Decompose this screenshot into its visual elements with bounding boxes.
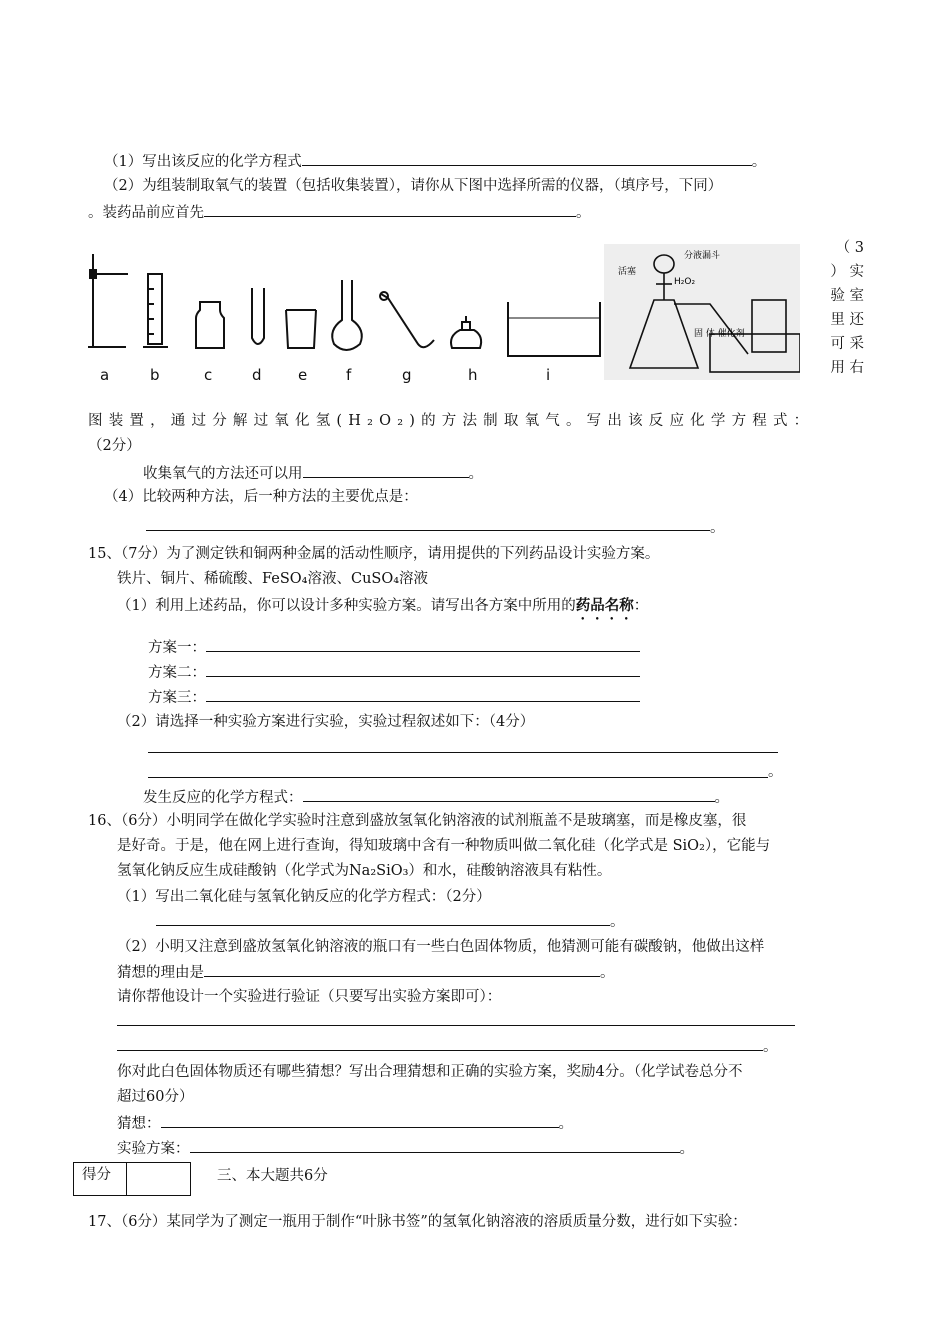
score-input[interactable] [128,1163,190,1195]
answer-blank[interactable] [190,1137,680,1153]
answer-line[interactable] [117,1025,795,1026]
answer-line[interactable] [148,752,778,753]
apparatus-drawing [88,244,800,384]
q16-bonus-line2: 超过60分） [117,1089,194,1105]
answer-blank[interactable] [302,150,752,166]
section3-title: 三、本大题共6分 [217,1168,328,1184]
plan-two: 方案二： [148,661,640,683]
q15-reagents: 铁片、铜片、稀硫酸、FeSO₄溶液、CuSO₄溶液 [117,571,429,587]
q14-part1: （1）写出该反应的化学方程式 。 [104,150,766,172]
figure-label-c: c [204,366,213,384]
q16-part2-line2: 猜想的理由是 。 [117,961,615,983]
figure-label-f: f [346,366,352,384]
q16-line1: 16、（6分）小明同学在做化学实验时注意到盛放氢氧化钠溶液的试剂瓶盖不是玻璃塞，而是橡皮塞，很 [88,813,747,829]
figure-label-b: b [150,366,160,384]
answer-blank[interactable] [303,462,469,478]
label-funnel: 分液漏斗 [684,251,721,261]
answer-line[interactable] [117,1050,763,1051]
q17-line1: 17、（6分）某同学为了测定一瓶用于制作“叶脉书签”的氢氧化钠溶液的溶质质量分数，进行如下实验： [88,1214,747,1230]
figure-label-a: a [100,366,110,384]
q15-title: 15、（7分）为了测定铁和铜两种金属的活动性顺序，请用提供的下列药品设计实验方案。 [88,546,660,562]
apparatus-figure [88,244,800,384]
answer-blank[interactable] [204,201,576,217]
q15-equation: 发生反应的化学方程式： 。 [143,786,729,808]
label-h2o2: H₂O₂ [674,277,696,287]
q14-part3-side-text: （ 3 ） 实 验 室 里 还 可 采 用 右 [830,240,864,376]
emphasis-text: 药品名称 [575,597,634,614]
q16-part2-line1: （2）小明又注意到盛放氢氧化钠溶液的瓶口有一些白色固体物质，他猜测可能有碳酸钠，他做出这样 [117,939,765,955]
q14-part3-line3: 收集氧气的方法还可以用 。 [143,462,483,484]
q16-guess: 猜想： 。 [117,1112,573,1134]
answer-blank[interactable] [204,961,600,977]
figure-label-e: e [298,366,308,384]
label-catalyst: 固 体 催化剂 [694,329,745,339]
q14-part2-line1: （2）为组装制取氧气的装置（包括收集装置），请你从下图中选择所需的仪器，（填序号，下同） [104,178,723,194]
q15-part1: （1）利用上述药品，你可以设计多种实验方案。请写出各方案中所用的药品名称： [117,597,649,614]
q16-line2: 是好奇。于是，他在网上进行查询，得知玻璃中含有一种物质叫做二氧化硅（化学式是 SiO₂），它能与 [117,838,771,854]
answer-blank[interactable] [206,686,640,702]
score-box [73,1162,191,1196]
q16-bonus-line1: 你对此白色固体物质还有哪些猜想？写出合理猜想和正确的实验方案，奖励4分。（化学试卷总分不 [117,1064,743,1080]
q14-part3-line2: （2分） [88,438,141,454]
answer-blank[interactable] [206,661,640,677]
q16-plan: 实验方案： 。 [117,1137,694,1159]
answer-line[interactable] [156,925,610,926]
answer-line[interactable] [148,777,768,778]
q14-part4: （4）比较两种方法，后一种方法的主要优点是： [104,489,418,505]
answer-line[interactable] [146,530,710,531]
q16-part2-line3: 请你帮他设计一个实验进行验证（只要写出实验方案即可）： [117,989,502,1005]
figure-label-h: h [468,366,478,384]
plan-one: 方案一： [148,636,640,658]
q14-part3-line1: 图装置，通过分解过氧化氢(H₂O₂)的方法制取氧气。写出该反应化学方程式： [88,413,815,429]
q16-part1: （1）写出二氧化硅与氢氧化钠反应的化学方程式：（2分） [117,889,491,905]
q15-part2: （2）请选择一种实验方案进行实验，实验过程叙述如下：（4分） [117,714,535,730]
figure-label-d: d [252,366,262,384]
label-stopcock: 活塞 [618,267,637,277]
score-divider [126,1163,127,1195]
answer-blank[interactable] [303,786,715,802]
q14-part1-text: （1）写出该反应的化学方程式 [104,154,302,170]
answer-blank[interactable] [206,636,640,652]
score-label: 得分 [82,1167,111,1183]
figure-label-g: g [402,366,412,384]
q14-part2-line2: 。装药品前应首先 。 [88,201,591,223]
plan-three: 方案三： [148,686,640,708]
q16-line3: 氢氧化钠反应生成硅酸钠（化学式为Na₂SiO₃）和水，硅酸钠溶液具有粘性。 [117,863,612,879]
answer-blank[interactable] [161,1112,559,1128]
figure-label-i: i [546,366,551,384]
